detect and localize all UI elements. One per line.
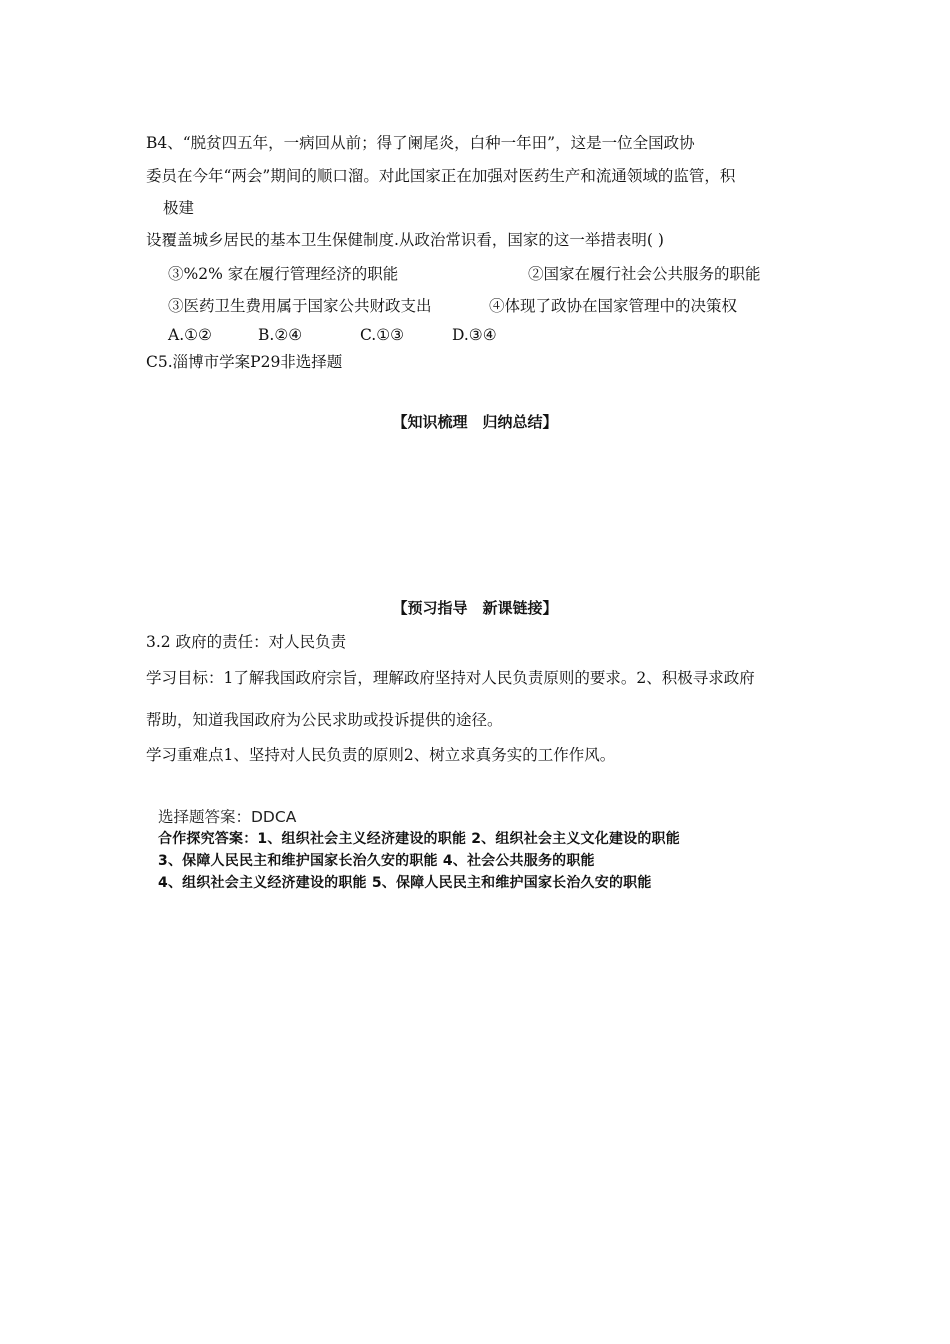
section-heading-summary: 【知识梳理 归纳总结】 bbox=[392, 413, 558, 431]
choice-a: A.①② bbox=[168, 326, 212, 344]
question-line-4: 设覆盖城乡居民的基本卫生保健制度.从政治常识看，国家的这一举措表明( ) bbox=[146, 231, 664, 249]
question-c5: C5.淄博市学案P29非选择题 bbox=[146, 353, 343, 371]
answer-choice: 选择题答案：DDCA bbox=[158, 808, 297, 826]
answer-coop-line-3: 4、组织社会主义经济建设的职能 5、保障人民民主和维护国家长治久安的职能 bbox=[158, 875, 652, 891]
question-line-3: 极建 bbox=[163, 199, 195, 217]
option-2: ②国家在履行社会公共服务的职能 bbox=[528, 265, 761, 283]
key-points: 学习重难点1、坚持对人民负责的原则2、树立求真务实的工作作风。 bbox=[146, 746, 616, 764]
learning-goal-line-2: 帮助，知道我国政府为公民求助或投诉提供的途径。 bbox=[146, 711, 503, 729]
option-4: ④体现了政协在国家管理中的决策权 bbox=[489, 297, 738, 315]
answer-coop-line-2: 3、保障人民民主和维护国家长治久安的职能 4、社会公共服务的职能 bbox=[158, 853, 595, 869]
lesson-title: 3.2 政府的责任：对人民负责 bbox=[146, 633, 347, 651]
choice-c: C.①③ bbox=[360, 326, 405, 344]
learning-goal-line-1: 学习目标：1了解我国政府宗旨，理解政府坚持对人民负责原则的要求。2、积极寻求政府 bbox=[146, 669, 755, 687]
choice-d: D.③④ bbox=[452, 326, 497, 344]
choice-b: B.②④ bbox=[258, 326, 303, 344]
question-line-1: B4、“脱贫四五年，一病回从前；得了阑尾炎，白种一年田”，这是一位全国政协 bbox=[146, 134, 695, 152]
question-line-2: 委员在今年“两会”期间的顺口溜。对此国家正在加强对医药生产和流通领域的监管，积 bbox=[146, 167, 736, 185]
section-heading-preview: 【预习指导 新课链接】 bbox=[392, 599, 558, 617]
option-3: ③医药卫生费用属于国家公共财政支出 bbox=[168, 297, 432, 315]
option-1: ③%2% 家在履行管理经济的职能 bbox=[168, 265, 399, 283]
answer-coop-line-1: 合作探究答案：1、组织社会主义经济建设的职能 2、组织社会主义文化建设的职能 bbox=[158, 831, 680, 847]
